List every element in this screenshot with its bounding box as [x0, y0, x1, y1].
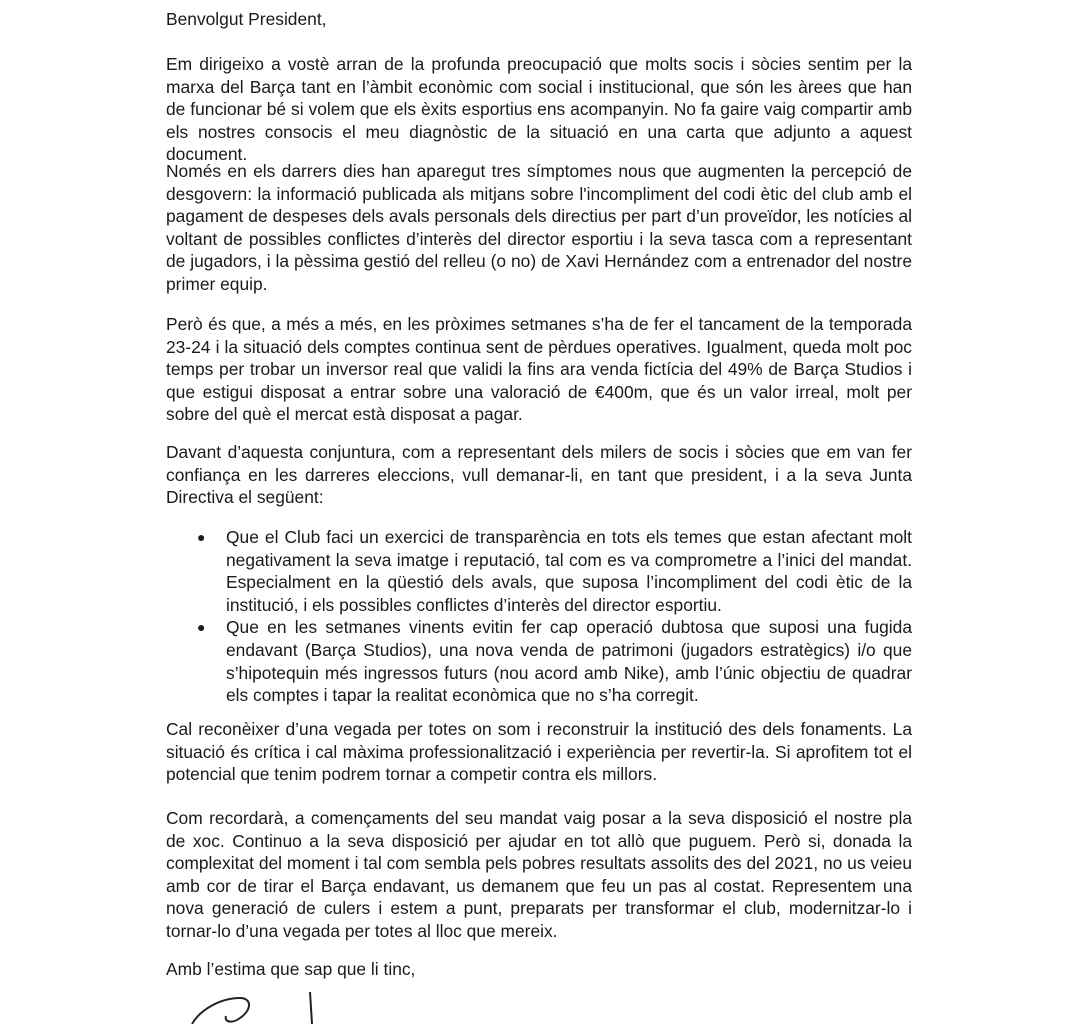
paragraph-introduction: Em dirigeixo a vostè arran de la profunda preocupació que molts socis i sòcies sentim per la marxa del Barça tant en l’àmbit econòmic com social i institucional, que són les àrees que han de funcionar bé si volem que els èxits esportius ens acompanyin. No fa gaire vaig compartir amb els nostres consocis el meu diagnòstic de la situació en una carta que adjunto a aquest document. — [166, 54, 912, 165]
bullet-icon: ● — [197, 529, 206, 545]
paragraph-finances: Però és que, a més a més, en les pròximes setmanes s’ha de fer el tancament de la temporada 23-24 i la situació dels comptes continua sent de pèrdues operatives. Igualment, queda molt poc temps per trobar un inversor real que validi la fins ara venda fictícia del 49% de Barça Studios i que estigui disposat a entrar sobre una valoració de €400m, que és un valor irreal, molt per sobre del què el mercat està disposat a pagar. — [166, 314, 912, 425]
paragraph-symptoms: Només en els darrers dies han aparegut tres símptomes nous que augmenten la percepció de desgovern: la informació publicada als mitjans sobre l'incompliment del codi ètic del club amb el pagament de despeses dels avals personals dels directius per part d’un proveïdor, les notícies al voltant de possibles conflictes d’interès del director esportiu i la seva tasca com a representant de jugadors, i la pèssima gestió del relleu (o no) de Xavi Hernández com a entrenador del nostre primer equip. — [166, 161, 912, 294]
request-list — [166, 526, 912, 707]
request-text: Que en les setmanes vinents evitin fer cap operació dubtosa que suposi una fugida endavant (Barça Studios), una nova venda de patrimoni (jugadors estratègics) i/o que s’hipotequin més ingressos futurs (nou acord amb Nike), amb l’únic objectiu de quadrar els comptes i tapar la realitat econòmica que no s’ha corregit. — [226, 617, 912, 706]
list-item — [166, 616, 912, 706]
signature-icon — [180, 988, 360, 1024]
paragraph-offer: Com recordarà, a començaments del seu mandat vaig posar a la seva disposició el nostre pla de xoc. Continuo a la seva disposició per ajudar en tot allò que puguem. Però si, donada la complexitat del moment i tal com sembla pels pobres resultats assolits des del 2021, no us veieu amb cor de tirar el Barça endavant, us demanem que feu un pas al costat. Representem una nova generació de culers i estem a punt, preparats per transformar el club, modernitzar-lo i tornar-lo d’una vegada per totes al lloc que mereix. — [166, 808, 912, 941]
bullet-icon: ● — [197, 619, 206, 636]
paragraph-request-intro: Davant d’aquesta conjuntura, com a representant dels milers de socis i sòcies que em van fer confiança en les darreres eleccions, vull demanar-li, en tant que president, i a la seva Junta Directiva el següent: — [166, 442, 912, 508]
paragraph-rebuild: Cal reconèixer d’una vegada per totes on som i reconstruir la institució des dels fonaments. La situació és crítica i cal màxima professionalització i experiència per revertir-la. Si aprofitem tot el potencial que tenim podrem tornar a competir contra els millors. — [166, 719, 912, 785]
salutation: Benvolgut President, — [166, 9, 327, 29]
closing-line: Amb l’estima que sap que li tinc, — [166, 959, 416, 979]
list-item — [166, 526, 912, 616]
request-text: Que el Club faci un exercici de transparència en tots els temes que estan afectant molt negativament la seva imatge i reputació, tal com es va comprometre a l’inici del mandat. Especialment en la qüestió dels avals, que suposa l’incompliment del codi ètic de la institució, i els possibles conflictes d’interès del director esportiu. — [226, 527, 912, 615]
